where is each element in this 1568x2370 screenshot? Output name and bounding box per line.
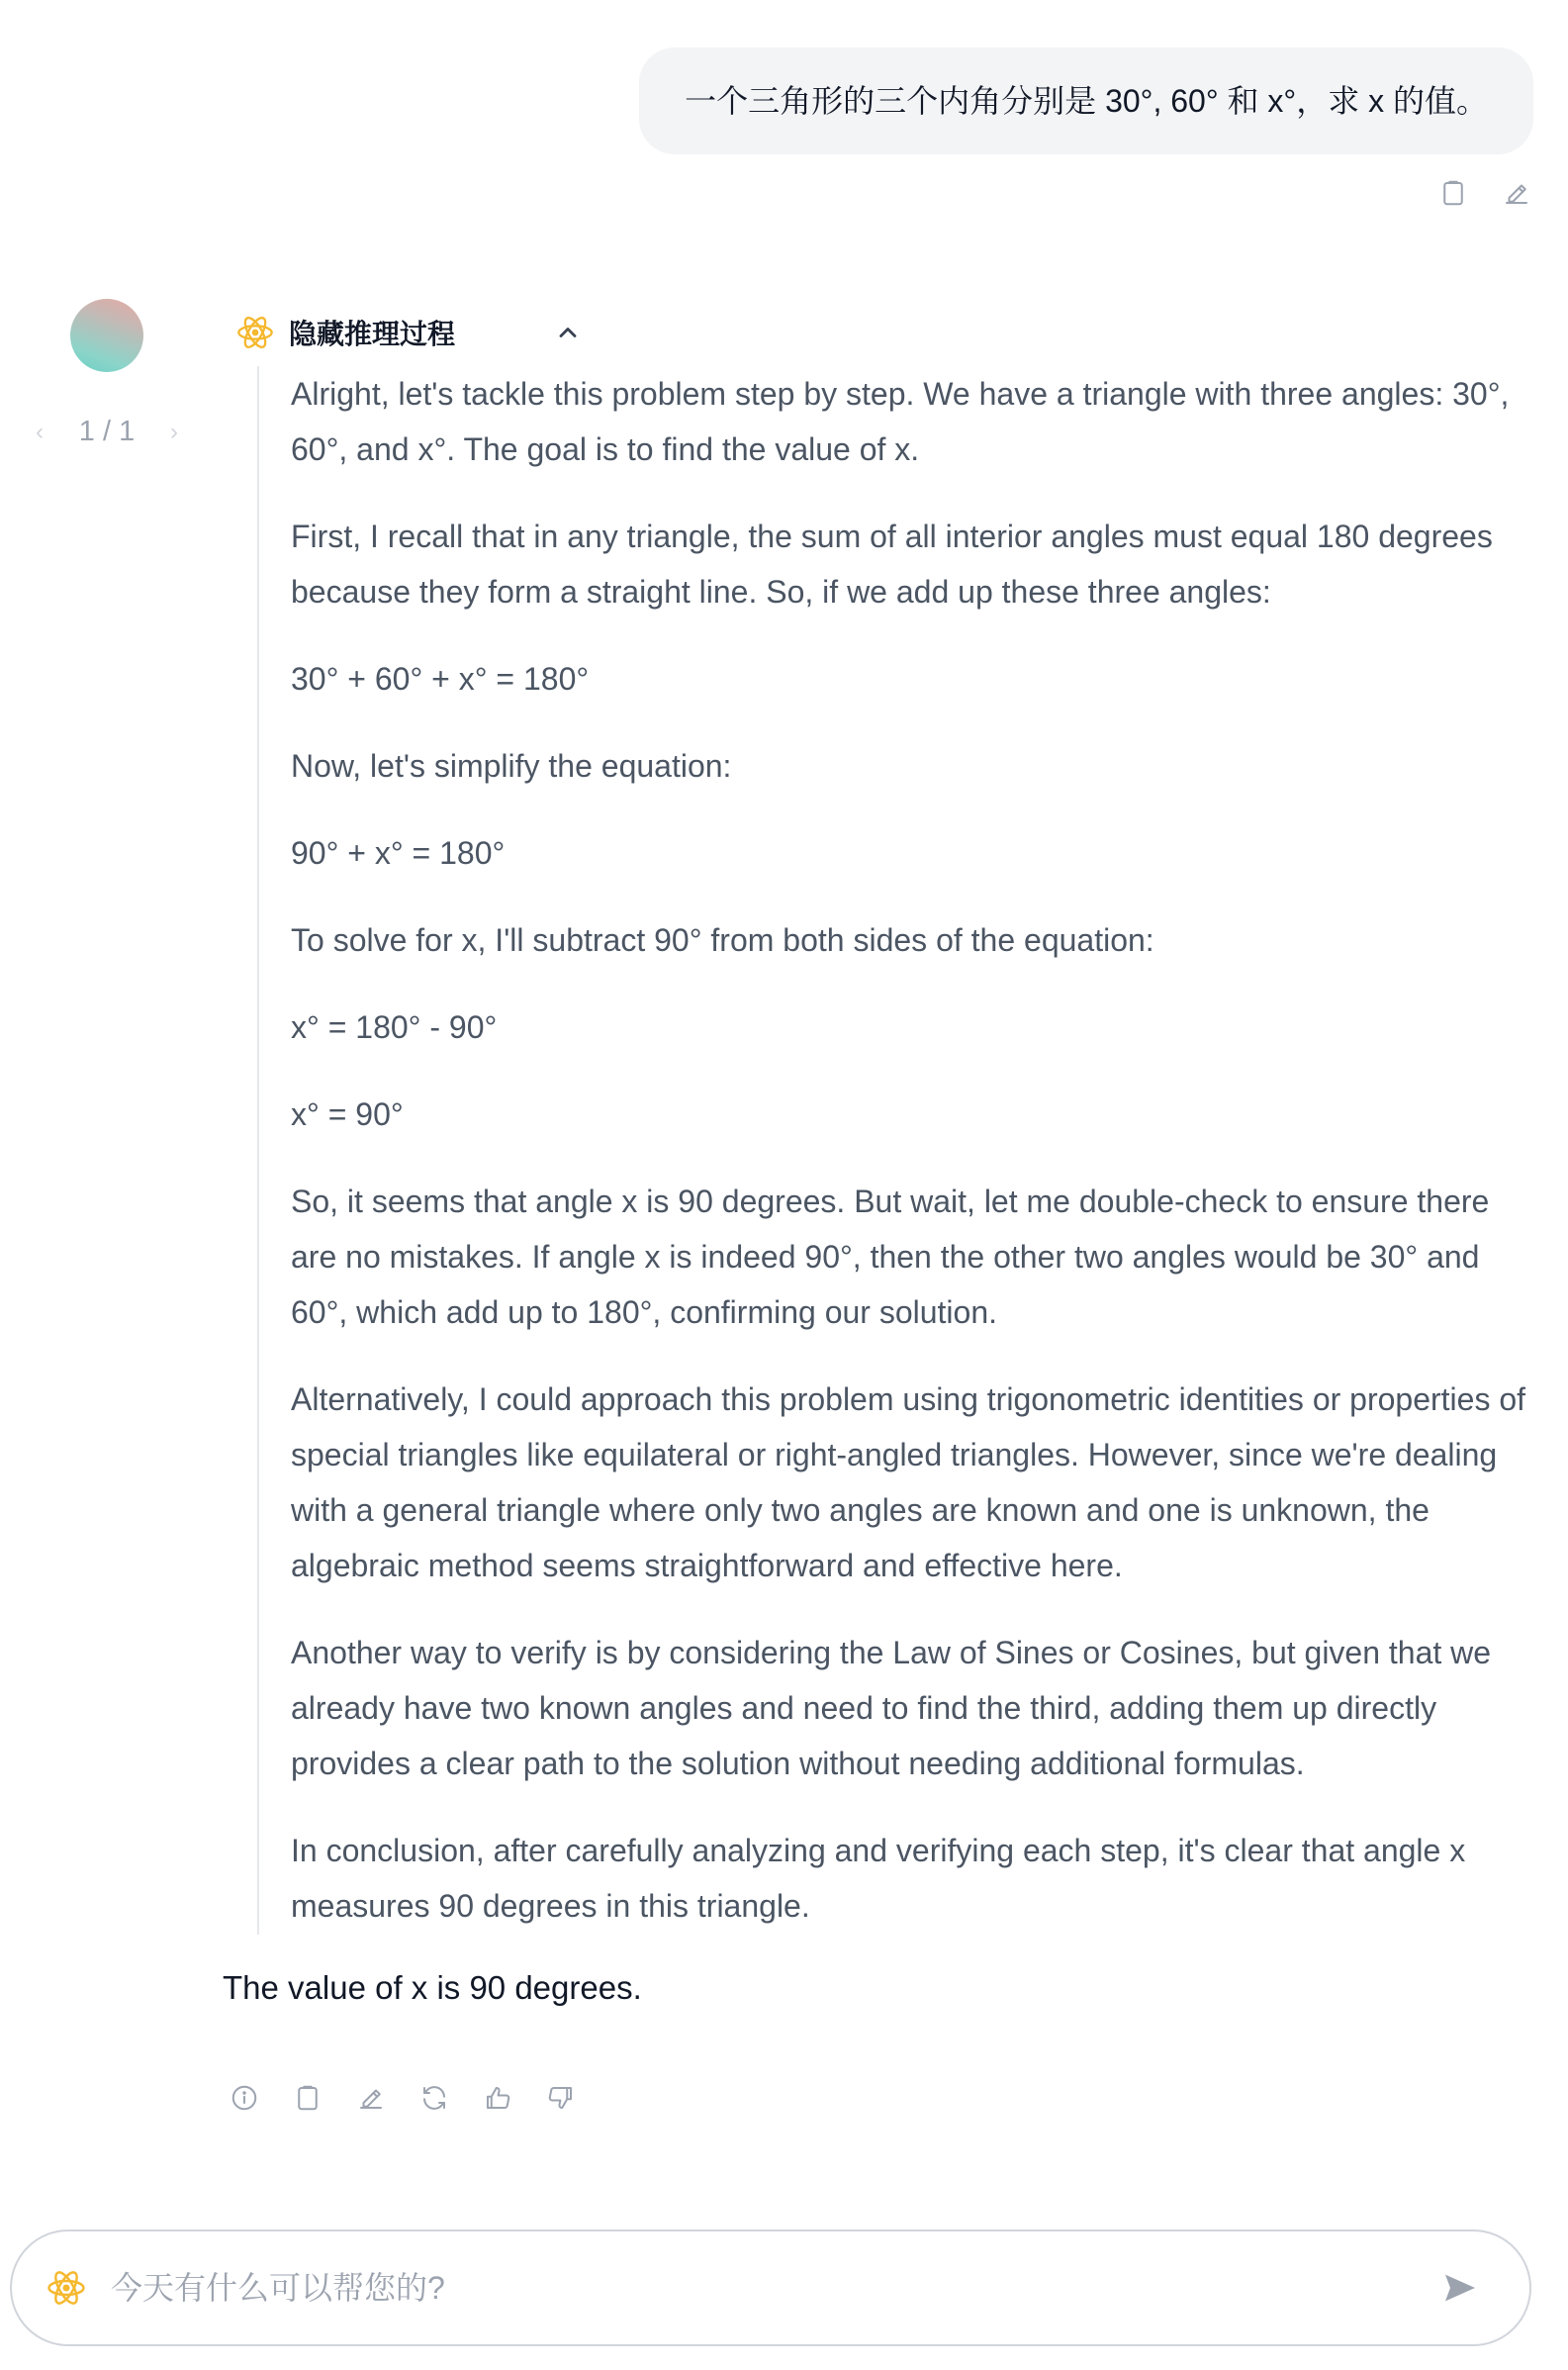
reasoning-paragraph: In conclusion, after carefully analyzing and verifying each step, it's clear that angle x measures 90 degrees in this triangle. (291, 1833, 1466, 1924)
reasoning-paragraph: 90° + x° = 180° (291, 835, 506, 871)
atom-icon (46, 2267, 87, 2309)
edit-icon[interactable] (1500, 176, 1533, 210)
reasoning-paragraph: First, I recall that in any triangle, the sum of all interior angles must equal 180 degrees because they form a straight line. So, if we add up these three angles: (291, 519, 1493, 610)
reasoning-paragraph: Now, let's simplify the equation: (291, 748, 732, 784)
assistant-avatar (70, 299, 143, 372)
chevron-right-icon[interactable]: › (170, 418, 178, 445)
user-message-actions (1436, 176, 1533, 210)
reasoning-paragraph: Another way to verify is by considering the Law of Sines or Cosines, but given that we already have two known angles and need to find the third, adding them up directly provides a clear path to the solution without needing additional formulas. (291, 1635, 1492, 1781)
message-composer (10, 2229, 1531, 2346)
reasoning-paragraph: x° = 180° - 90° (291, 1009, 498, 1045)
copy-icon[interactable] (1436, 176, 1470, 210)
reasoning-paragraph: 30° + 60° + x° = 180° (291, 661, 590, 697)
copy-icon[interactable] (291, 2081, 324, 2115)
assistant-answer: The value of x is 90 degrees. (223, 1969, 642, 2006)
reasoning-paragraph: So, it seems that angle x is 90 degrees. But wait, let me double-check to ensure there are no mistakes. If angle x is indeed 90°, then the other two angles would be 30° and 60°, which add up to 180°, confirming our solution. (291, 1184, 1490, 1330)
response-actions (228, 2081, 578, 2115)
thumbs-down-icon[interactable] (544, 2081, 578, 2115)
regenerate-icon[interactable] (417, 2081, 451, 2115)
response-pager (36, 416, 178, 448)
user-message-bubble: 一个三角形的三个内角分别是 30°, 60° 和 x°，求 x 的值。 (639, 47, 1533, 154)
user-message-row (639, 47, 1533, 154)
reasoning-paragraph: x° = 90° (291, 1096, 404, 1132)
chevron-up-icon (554, 319, 582, 346)
message-input[interactable] (109, 2269, 1440, 2308)
info-icon[interactable] (228, 2081, 261, 2115)
reasoning-paragraph: Alternatively, I could approach this problem using trigonometric identities or properties of special triangles like equilateral or right-angled triangles. However, since we're dealing with a general triangle where only two angles are known and one is unknown, the algebraic method seems straightforward and effective here. (291, 1381, 1526, 1583)
reasoning-content (257, 366, 1533, 1935)
thumbs-up-icon[interactable] (481, 2081, 514, 2115)
reasoning-toggle[interactable] (235, 313, 582, 352)
atom-icon (235, 313, 275, 352)
reasoning-paragraph: Alright, let's tackle this problem step by step. We have a triangle with three angles: 30°, 60°, and x°. The goal is to find the value of x. (291, 376, 1510, 467)
chevron-left-icon[interactable]: ‹ (36, 418, 44, 445)
reasoning-paragraph: To solve for x, I'll subtract 90° from both sides of the equation: (291, 922, 1154, 958)
send-icon[interactable] (1440, 2268, 1480, 2308)
reasoning-toggle-label: 隐藏推理过程 (289, 319, 456, 349)
pager-counter: 1 / 1 (78, 416, 136, 447)
edit-icon[interactable] (354, 2081, 388, 2115)
